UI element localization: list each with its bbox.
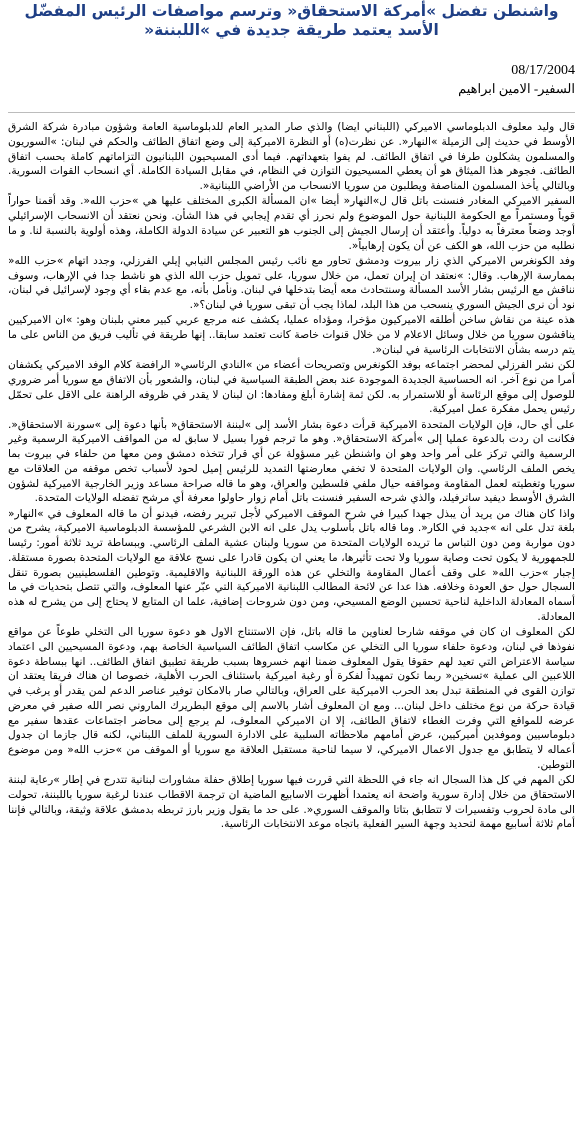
article-paragraph-2: السفير الاميركي المغادر فنسنت باتل قال ل»النهار« أيضا »ان المسألة الكبرى المختلف عليها هي »حزب الله«. وقد أقمنا حواراً قوياً ومستمراً مع الحكومة اللبنانية حول الموضوع ولم نحرز أي تقدم إيجابي في هذا الشأن. ونحن نعتقد أن الانسحاب الإسرائيلي أوجد وضعاً معترفاً به دولياً. وأعتقد أن إرسال الجيش إلى الجنوب هو التعبير عن سيادة الدولة الكاملة، وهذه أولوية بالنسبة لنا. و ما نطلبه من حزب الله، هو الكف عن أن يكون إرهابياً«. [8, 195, 575, 252]
article-paragraph-6: على أي حال، فإن الولايات المتحدة الاميركية قرأت دعوة بشار الأسد إلى »لبننة الاستحقاق« بأنها دعوة إلى »سورنة الاستحقاق«. فكانت ان ردت بالدعوة عمليا إلى »أمركة الاستحقاق«. وهو ما ترجم فورا بسيل لا سابق له من المواقف الاميركية الرسمية وغير الرسمية والتي تركز على أمر واحد وهو ان واشنطن غير مسؤولة عن أي قرار تتخذه دمشق ومن معها من حلفاء في بيروت بما يخص الملف الرئاسي. وان الولايات المتحدة لا تخفي معارضتها التمديد للرئيس إميل لحود لأسباب تخص موقفه من العلاقات مع سوريا وتغطيته لعمل المقاومة ومواقفه حيال ملفي فلسطين والعراق، وهو ما قاله صراحة مساعد وزير الخارجية الاميركية لشؤون الشرق الأوسط ديفيد ساترفيلد، والذي شرحه السفير فنسنت باتل أمام زوار حاولوا معرفة أي مرشح تفضله الولايات المتحدة. [8, 418, 575, 505]
article-paragraph-8: لكن المعلوف ان كان في موقفه شارحا لعناوين ما قاله باتل، فإن الاستنتاج الاول هو دعوة سوريا الى التخلي طوعاً عن مواقع نفوذها في لبنان، ودعوة حلفاء سوريا الى التخلي عن مكاسب اتفاق الطائف السياسية الخاصة بهم، ودعوة المسيحيين الى اعتماد سياسة الاعتراض التي تعيد لهم حقوقا يقول المعلوف ضمنا انهم خسروها بسبب طريقة تطبيق اتفاق الطائف.. انها ببساطة دعوة اللاعبين الى عملية »تسخين« ربما تكون تمهيداً لفكرة أو رغبة اميركية باستئناف الحرب الأهلية، خصوصا ان هناك فريقا يعتقد ان توازن القوى في المنطقة تبدل بعد الحرب الاميركية على العراق، وبالتالي صار بالامكان توفير عناصر الدعم لمن يقدر أو يرغب في قيادة حركة من نوع مختلف داخل لبنان... ومع ان المعلوف أشار بالاسم إلى موقع البطريرك الماروني نصر الله صفير في معرض عرضه للمواقع التي وفرت الغطاء لاتفاق الطائف، إلا ان الاميركي المعلوف، لم يرجع إلى محاضر اجتماعات عقدها سفير مع دبلوماسيين وموفدين أميركيين، عرض أمامهم ملاحظاته السلبية على الادارة السورية للملف اللبناني، لكنه قال جازما ان جدول أعماله لا يتطابق مع جدول الاعمال الاميركي، لا سيما لناحية مستقبل العلاقة مع سوريا أو الموقف من »حزب الله« ومن موضوع التوطين. [8, 626, 575, 771]
headline-line-1: واشنطن تفضل »أمركة الاستحقاق« وترسم مواصفات الرئيس المفضّل [24, 2, 559, 20]
article-headline [8, 0, 575, 40]
header-divider [8, 112, 575, 113]
article-paragraph-7: واذا كان هناك من يريد أن يبذل جهدا كبيرا في شرح الموقف الاميركي لأجل تبرير رفضه، فيدنو أن ما قاله المعلوف في »النهار« بلغة تدل على انه »جديد في الكار«. وما قاله باتل بأسلوب يدل على انه الابن الشرعي للمؤسسة الدبلوماسية الاميركية، يشرح من دون مواربة ومن دون التباس ما تريده الولايات المتحدة من سوريا ولبنان عشية الملف الرئاسي. وببساطة تريد ثلاثة أمور: رئيسا للجمهورية لا يكون تحت وصاية سوريا ولا تحت تأثيرها، ما يعني ان يكون قادرا على نسج علاقة مع الولايات المتحدة بصورة مستقلة. إجبار »حزب الله« على وقف أعمال المقاومة والتخلي عن هذه الورقة اللبنانية والاقليمية. وتوطين الفلسطينيين بصورة تنقل السجال حول حق العودة وخلافه. هذا عدا عن لائحة المطالب اللبنانية الاميركية التي عبّر عنها المعلوف، والتي تتصل بتحديات في ما أسماه المعادلة الداخلية لناحية تحسين الوضع المسيحي، ومن دون شروحات إضافية، علما ان المتابع لا يحتاج إلى من يشرح له هذه المعادلة. [8, 507, 575, 623]
article-paragraph-9: لكن المهم في كل هذا السجال انه جاء في اللحظة التي قررت فيها سوريا إطلاق حفلة مشاورات لبنانية تتدرج في إطار »رعاية لبننة الاستحقاق من خلال إدارة سورية واضحة انه يعتمدا أظهرت الاسابيع الماضية ان ترجمة الاقطاب عندنا لرغبة سوريا باللبننة، تحولت الى مادة لحروب وتفسيرات لا تتطابق بتاتا والموقف السوري«. على حد ما يقول وزير بارز تربطه بدمشق علاقة وثيقة، وبالتالي فإننا أمام ثلاثة أسابيع مهمة لتحديد وجهة السير الفعلية باتجاه موعد الانتخابات الرئاسية. [8, 774, 575, 831]
article-meta [458, 62, 575, 98]
article-date: 08/17/2004 [511, 63, 575, 78]
article-byline: السفير- الامين ابراهيم [458, 81, 575, 96]
article-paragraph-5: لكن نشر الفرزلي لمحضر اجتماعه بوفد الكونغرس وتصريحات أعضاء من »النادي الرئاسي« الرافضة كلام الوفد الاميركي يكشفان أمرا من نوع آخر. انه الحساسية الجديدة الموجودة عند بعض الطبقة السياسية في لبنان، والشعور بأن الاتفاق مع سوريا أمر ضروري للوصول إلى موقع الرئاسة أو للاستمرار به. لكن ثمة إشارة أبلغ ومفادها: ان لبنان لا يقدر في ظروفه الراهنة على الاقل على تحمّل رئيس يحمل مفكرة عمل اميركية. [8, 359, 575, 416]
article-paragraph-4: هذه عينة من نقاش ساخن أطلقه الاميركيون مؤخرا، ومؤداه عمليا، يكشف عنه مرجع عربي كبير معني بلبنان وهو: »ان الاميركيين يناقشون سوريا من خلال وسائل الاعلام لا من خلال قنوات خاصة كانت تعتمد سابقا.. إنها طريقة في تأليب فريق من الناس على ما يتم درسه بشأن الانتخابات الرئاسية في لبنان«. [8, 314, 575, 356]
article-paragraph-1: قال وليد معلوف الدبلوماسي الاميركي (اللبناني ايضا) والذي صار المدير العام للدبلوماسية العامة وشؤون مبادرة شركة الشرق الأوسط في حديث إلى الزميلة »النهار«. عن نظرت(ه) أو النظرة الاميركية إلى وضع اتفاق الطائف والحكم في لبنان: »السوريون والمسلمون يشكلون طرفا في اتفاق الطائف. لم يفوا بتعهداتهم. فيما أدى المسيحيون اللبنانيون التزاماتهم كاملة بحسب اتفاق الطائف. فجوهر هذا الميثاق هو أن يعطي المسيحيون التوازن في النظام، في مقابل السيادة الكاملة. أي انسحاب القوات السورية. وبالتالي يأخذ المسلمون المناصفة ويطلبون من سوريا الانسحاب من الأراضي اللبنانية«. [8, 121, 575, 192]
headline-line-2: الأسد يعتمد طريقة جديدة في »اللبننة« [144, 21, 439, 39]
article-body [8, 120, 575, 1118]
article-paragraph-3: وفد الكونغرس الاميركي الذي زار بيروت ودمشق تحاور مع نائب رئيس المجلس النيابي إيلي الفرزلي، وجدد اتهام »حزب الله« بممارسة الإرهاب. وقال: »نعتقد ان إيران تعمل، من خلال سوريا، على تمويل حزب الله الذي هو ناشط جدا في الإرهاب، وسوف نناقش مع الرئيس بشار الأسد المسألة وسنتحادث معه أيضا بتدخلها في لبنان. ونأمل بأنه، مع عدم بقاء أي وجود لإسرائيل في لبنان، نود أن نرى الجيش السوري ينسحب من هذا البلد، لماذا يجب أن تبقى سوريا في لبنان؟«. [8, 254, 575, 311]
